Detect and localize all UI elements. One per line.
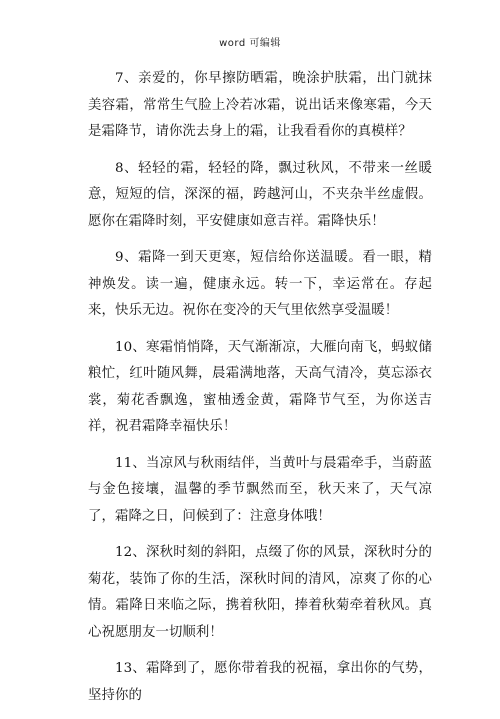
paragraph-13: 13、霜降到了，愿你带着我的祝福，拿出你的气势，坚持你的 bbox=[88, 661, 432, 703]
paragraph-11: 11、当凉风与秋雨结伴，当黄叶与晨霜牵手，当蔚蓝与金色接壤，温馨的季节飘然而至，秋天来了，天气凉了，霜降之日，问候到了：注意身体哦！ bbox=[88, 455, 432, 524]
paragraph-7: 7、亲爱的，你早擦防晒霜，晚涂护肤霜，出门就抹美容霜，常常生气脸上冷若冰霜，说出话来像寒霜，今天是霜降节，请你洗去身上的霜，让我看看你的真模样？ bbox=[88, 71, 432, 139]
document-body bbox=[88, 66, 432, 719]
paragraph-12: 12、深秋时刻的斜阳，点缀了你的风景，深秋时分的菊花，装饰了你的生活，深秋时间的清风，凉爽了你的心情。霜降日来临之际，携着秋阳，捧着秋菊牵着秋风。真心祝愿朋友一切顺利！ bbox=[88, 545, 432, 640]
paragraph-8: 8、轻轻的霜，轻轻的降，飘过秋风，不带来一丝暖意，短短的信，深深的福，跨越河山，不夹杂半丝虚假。愿你在霜降时刻，平安健康如意吉祥。霜降快乐！ bbox=[88, 160, 432, 229]
paragraph-9: 9、霜降一到天更寒，短信给你送温暖。看一眼，精神焕发。读一遍，健康永远。转一下，幸运常在。存起来，快乐无边。祝你在变冷的天气里依然享受温暖！ bbox=[88, 250, 432, 318]
page-header: word 可编辑 bbox=[219, 38, 281, 49]
paragraph-10: 10、寒霜悄悄降，天气渐渐凉，大雁向南飞，蚂蚁储粮忙，红叶随风舞，晨霜满地落，天高气清冷，莫忘添衣裳，菊花香飘逸，蜜柚透金黄，霜降节气至，为你送吉祥，祝君霜降幸福快乐！ bbox=[88, 339, 432, 434]
